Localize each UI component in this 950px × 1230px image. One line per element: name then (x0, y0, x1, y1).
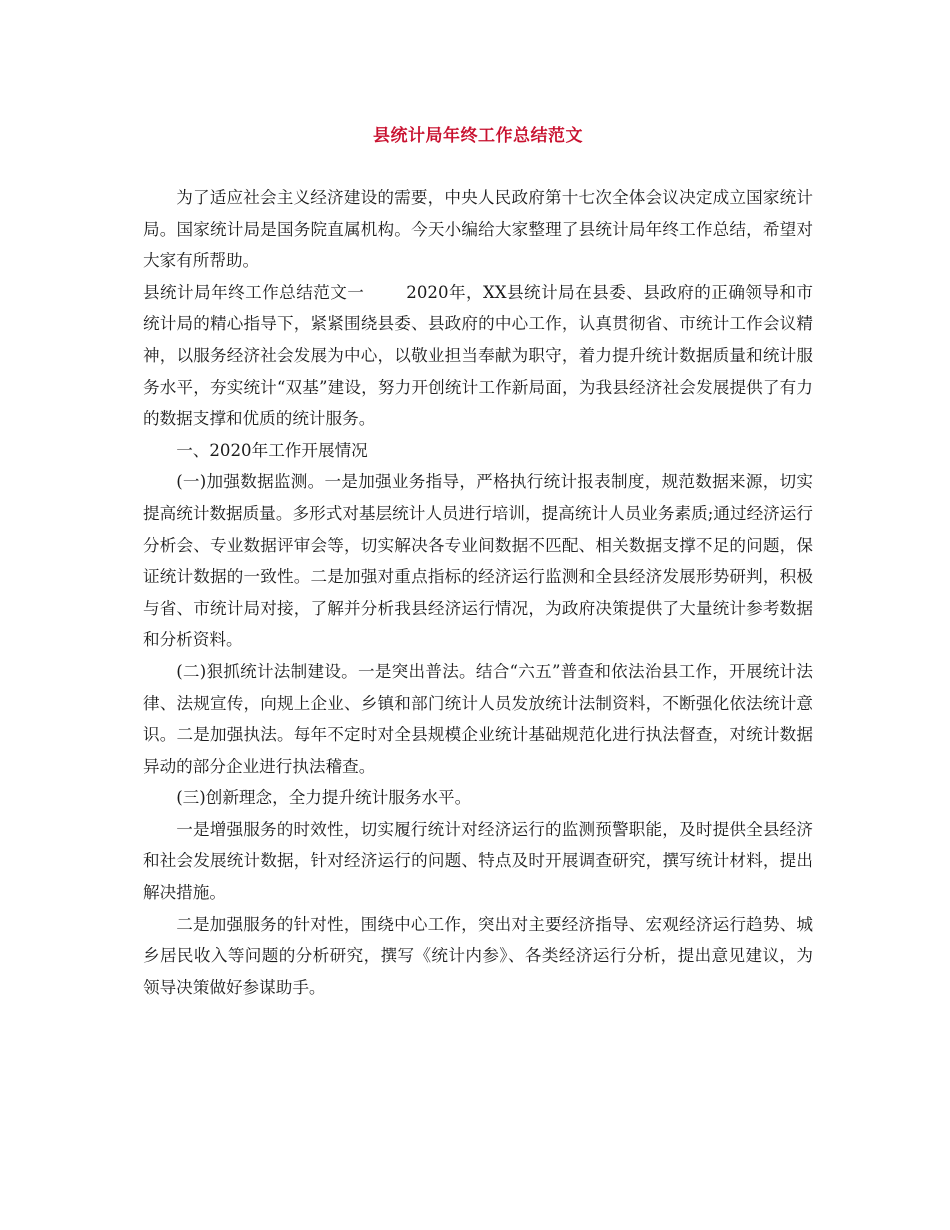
heading-work-status: 一、2020年工作开展情况 (176, 440, 368, 460)
section-label: 县统计局年终工作总结范文一 (143, 282, 365, 302)
paragraph-timeliness: 一是增强服务的时效性，切实履行统计对经济运行的监测预警职能，及时提供全县经济和社会发展统计数据，针对经济运行的问题、特点及时开展调查研究，撰写统计材料，提出解决措施。 (143, 819, 813, 903)
paragraph-innovation: (三)创新理念，全力提升统计服务水平。 (176, 788, 472, 808)
section-paragraph (143, 277, 813, 435)
paragraph-pertinence: 二是加强服务的针对性，围绕中心工作，突出对主要经济指导、宏观经济运行趋势、城乡居民收入等问题的分析研究，撰写《统计内参》、各类经济运行分析，提出意见建议，为领导决策做好参谋助手。 (143, 914, 813, 997)
document-body (143, 182, 813, 1003)
paragraph-legal-construction: (二)狠抓统计法制建设。一是突出普法。结合“六五”普查和依法治县工作，开展统计法律、法规宣传，向规上企业、乡镇和部门统计人员发放统计法制资料，不断强化依法统计意识。二是加强执法。每年不定时对全县规模企业统计基础规范化进行执法督查，对统计数据异动的部分企业进行执法稽查。 (143, 661, 813, 776)
intro-paragraph: 为了适应社会主义经济建设的需要，中央人民政府第十七次全体会议决定成立国家统计局。国家统计局是国务院直属机构。今天小编给大家整理了县统计局年终工作总结，希望对大家有所帮助。 (143, 188, 813, 271)
document-title: 县统计局年终工作总结范文 (373, 126, 583, 146)
paragraph-data-monitoring: (一)加强数据监测。一是加强业务指导，严格执行统计报表制度，规范数据来源，切实提高统计数据质量。多形式对基层统计人员进行培训，提高统计人员业务素质;通过经济运行分析会、专业数据评审会等，切实解决各专业间数据不匹配、相关数据支撑不足的问题，保证统计数据的一致性。二是加强对重点指标的经济运行监测和全县经济发展形势研判，积极与省、市统计局对接，了解并分析我县经济运行情况，为政府决策提供了大量统计参考数据和分析资料。 (143, 472, 813, 650)
section-text: 2020年，XX县统计局在县委、县政府的正确领导和市统计局的精心指导下，紧紧围绕县委、县政府的中心工作，认真贯彻省、市统计工作会议精神，以服务经济社会发展为中心，以敬业担当奉献为职守，着力提升统计数据质量和统计服务水平，夯实统计“双基”建设，努力开创统计工作新局面，为我县经济社会发展提供了有力的数据支撑和优质的统计服务。 (143, 282, 813, 429)
